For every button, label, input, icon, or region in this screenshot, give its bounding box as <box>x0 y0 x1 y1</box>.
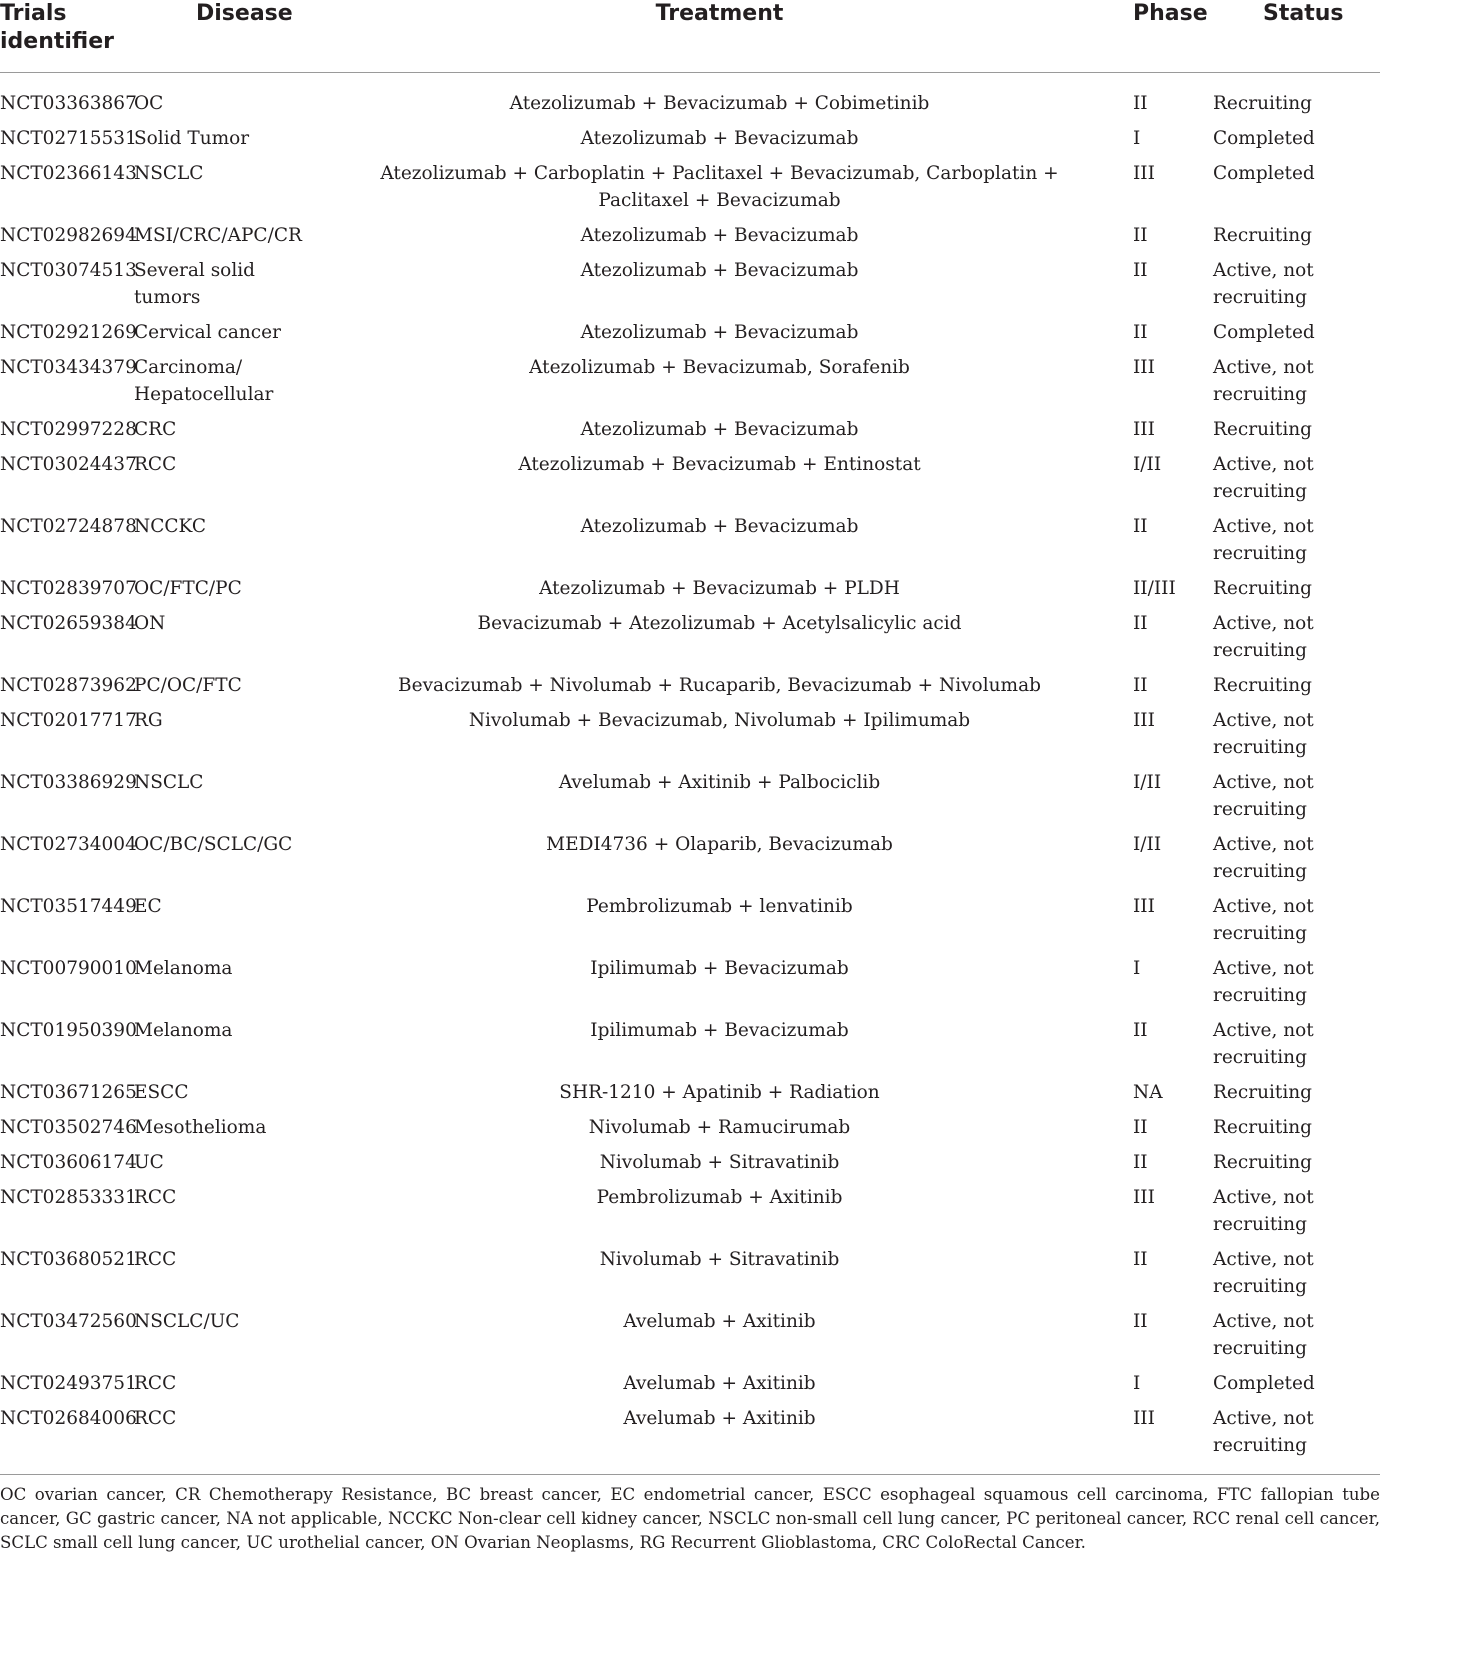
phase-cell: II <box>1133 1311 1148 1332</box>
phase-cell: II <box>1133 260 1148 281</box>
disease-cell: OC/BC/SCLC/GC <box>134 834 293 855</box>
table-row <box>0 253 1380 315</box>
treatment-cell: Atezolizumab + Bevacizumab <box>580 128 859 149</box>
status-cell: Active, not recruiting <box>1213 1408 1314 1456</box>
phase-cell: I <box>1133 128 1141 149</box>
treatment-cell: Atezolizumab + Bevacizumab, Sorafenib <box>529 357 910 378</box>
disease-cell: RCC <box>134 1187 177 1208</box>
disease-cell: Mesothelioma <box>134 1117 267 1138</box>
status-cell: Active, not recruiting <box>1213 1020 1314 1068</box>
status-cell: Completed <box>1213 1373 1315 1394</box>
treatment-cell: Nivolumab + Ramucirumab <box>588 1117 851 1138</box>
treatment-cell: Avelumab + Axitinib <box>623 1373 816 1394</box>
header-trials-identifier: Trials identifier <box>0 0 134 73</box>
status-cell: Active, not recruiting <box>1213 1187 1314 1235</box>
status-cell: Completed <box>1213 163 1315 184</box>
disease-cell: RCC <box>134 454 177 475</box>
treatment-cell: Atezolizumab + Bevacizumab <box>580 225 859 246</box>
trial-identifier-cell: NCT02921269 <box>0 322 137 343</box>
table-header <box>0 0 1380 73</box>
table-row <box>0 509 1380 571</box>
treatment-cell: Atezolizumab + Bevacizumab + Cobimetinib <box>509 93 930 114</box>
disease-cell: MSI/CRC/APC/CR <box>134 225 302 246</box>
phase-cell: II <box>1133 93 1148 114</box>
phase-cell: II <box>1133 322 1148 343</box>
phase-cell: III <box>1133 1187 1155 1208</box>
trial-identifier-cell: NCT02715531 <box>0 128 137 149</box>
treatment-cell: Avelumab + Axitinib + Palbociclib <box>558 772 881 793</box>
table-row <box>0 315 1380 350</box>
treatment-cell: Avelumab + Axitinib <box>623 1408 816 1429</box>
trial-identifier-cell: NCT02734004 <box>0 834 137 855</box>
treatment-cell: Pembrolizumab + lenvatinib <box>586 896 853 917</box>
trial-identifier-cell: NCT03680521 <box>0 1249 137 1270</box>
status-cell: Active, not recruiting <box>1213 357 1314 405</box>
disease-cell: OC/FTC/PC <box>134 578 242 599</box>
status-cell: Recruiting <box>1213 1082 1313 1103</box>
treatment-cell: Atezolizumab + Bevacizumab + Entinostat <box>518 454 921 475</box>
trial-identifier-cell: NCT03502746 <box>0 1117 137 1138</box>
status-cell: Active, not recruiting <box>1213 516 1314 564</box>
disease-cell: NCCKC <box>134 516 206 537</box>
table-row <box>0 447 1380 509</box>
treatment-cell: Bevacizumab + Atezolizumab + Acetylsalicylic acid <box>477 613 962 634</box>
phase-cell: II <box>1133 1117 1148 1138</box>
status-cell: Active, not recruiting <box>1213 260 1314 308</box>
status-cell: Recruiting <box>1213 675 1313 696</box>
status-cell: Active, not recruiting <box>1213 958 1314 1006</box>
header-row <box>0 0 1380 73</box>
trial-identifier-cell: NCT03386929 <box>0 772 137 793</box>
trial-identifier-cell: NCT03472560 <box>0 1311 137 1332</box>
disease-cell: NSCLC <box>134 772 204 793</box>
trial-identifier-cell: NCT03363867 <box>0 93 137 114</box>
table-row <box>0 668 1380 703</box>
treatment-cell: Atezolizumab + Bevacizumab <box>580 260 859 281</box>
table-row <box>0 1145 1380 1180</box>
treatment-cell: Atezolizumab + Bevacizumab <box>580 419 859 440</box>
disease-cell: Several solid tumors <box>134 260 255 308</box>
disease-cell: Cervical cancer <box>134 322 281 343</box>
status-cell: Completed <box>1213 322 1315 343</box>
status-cell: Active, not recruiting <box>1213 834 1314 882</box>
trial-identifier-cell: NCT02659384 <box>0 613 137 634</box>
status-cell: Active, not recruiting <box>1213 772 1314 820</box>
table-row <box>0 73 1380 122</box>
table-row <box>0 827 1380 889</box>
table-row <box>0 1304 1380 1366</box>
phase-cell: III <box>1133 896 1155 917</box>
table-row <box>0 571 1380 606</box>
trial-identifier-cell: NCT02017717 <box>0 710 137 731</box>
table-row <box>0 218 1380 253</box>
trial-identifier-cell: NCT02493751 <box>0 1373 137 1394</box>
treatment-cell: Pembrolizumab + Axitinib <box>596 1187 843 1208</box>
disease-cell: OC <box>134 93 164 114</box>
disease-cell: RCC <box>134 1373 177 1394</box>
table-row <box>0 121 1380 156</box>
table-row <box>0 951 1380 1013</box>
treatment-cell: MEDI4736 + Olaparib, Bevacizumab <box>546 834 893 855</box>
disease-cell: UC <box>134 1152 164 1173</box>
phase-cell: III <box>1133 357 1155 378</box>
disease-cell: NSCLC <box>134 163 204 184</box>
trial-identifier-cell: NCT03671265 <box>0 1082 137 1103</box>
table-row <box>0 412 1380 447</box>
treatment-cell: Atezolizumab + Bevacizumab + PLDH <box>539 578 900 599</box>
disease-cell: CRC <box>134 419 177 440</box>
header-phase: Phase <box>1133 0 1213 73</box>
phase-cell: III <box>1133 1408 1155 1429</box>
treatment-cell: Nivolumab + Bevacizumab, Nivolumab + Ipilimumab <box>468 710 971 731</box>
table-row <box>0 1242 1380 1304</box>
header-status: Status <box>1213 0 1380 73</box>
treatment-cell: Bevacizumab + Nivolumab + Rucaparib, Bevacizumab + Nivolumab <box>398 675 1041 696</box>
table-row <box>0 1013 1380 1075</box>
phase-cell: I <box>1133 958 1141 979</box>
status-cell: Active, not recruiting <box>1213 613 1314 661</box>
status-cell: Active, not recruiting <box>1213 454 1314 502</box>
trial-identifier-cell: NCT02684006 <box>0 1408 137 1429</box>
status-cell: Active, not recruiting <box>1213 896 1314 944</box>
trial-identifier-cell: NCT02982694 <box>0 225 137 246</box>
table-row <box>0 350 1380 412</box>
table-row <box>0 606 1380 668</box>
table-row <box>0 1110 1380 1145</box>
treatment-cell: Ipilimumab + Bevacizumab <box>590 958 849 979</box>
treatment-cell: SHR-1210 + Apatinib + Radiation <box>559 1082 880 1103</box>
phase-cell: III <box>1133 710 1155 731</box>
trial-identifier-cell: NCT03024437 <box>0 454 137 475</box>
treatment-cell: Atezolizumab + Carboplatin + Paclitaxel + Bevacizumab, Carboplatin + Paclitaxel + Bevacizumab <box>380 163 1059 211</box>
phase-cell: II/III <box>1133 578 1176 599</box>
trial-identifier-cell: NCT02839707 <box>0 578 137 599</box>
disease-cell: ON <box>134 613 166 634</box>
treatment-cell: Atezolizumab + Bevacizumab <box>580 516 859 537</box>
table-row <box>0 889 1380 951</box>
treatment-cell: Atezolizumab + Bevacizumab <box>580 322 859 343</box>
disease-cell: RCC <box>134 1249 177 1270</box>
phase-cell: NA <box>1133 1082 1163 1103</box>
status-cell: Recruiting <box>1213 419 1313 440</box>
phase-cell: II <box>1133 516 1148 537</box>
disease-cell: EC <box>134 896 162 917</box>
phase-cell: I <box>1133 1373 1141 1394</box>
table-footnote: OC ovarian cancer, CR Chemotherapy Resistance, BC breast cancer, EC endometrial cancer, ESCC esophageal squamous cell carcinoma, FTC fallopian tube cancer, GC gastric cancer, NA not applicable, NCCKC Non-clear cell kidney cancer, NSCLC non-small cell lung cancer, PC peritoneal cancer, RCC renal cell cancer, SCLC small cell lung cancer, UC urothelial cancer, ON Ovarian Neoplasms, RG Recurrent Glioblastoma, CRC ColoRectal Cancer. <box>0 1474 1380 1555</box>
trial-identifier-cell: NCT02724878 <box>0 516 137 537</box>
disease-cell: Melanoma <box>134 958 233 979</box>
trial-identifier-cell: NCT03517449 <box>0 896 137 917</box>
trial-identifier-cell: NCT03074513 <box>0 260 137 281</box>
disease-cell: RG <box>134 710 163 731</box>
disease-cell: Melanoma <box>134 1020 233 1041</box>
status-cell: Recruiting <box>1213 1152 1313 1173</box>
status-cell: Recruiting <box>1213 1117 1313 1138</box>
status-cell: Recruiting <box>1213 93 1313 114</box>
table-row <box>0 1075 1380 1110</box>
phase-cell: II <box>1133 613 1148 634</box>
disease-cell: ESCC <box>134 1082 189 1103</box>
treatment-cell: Avelumab + Axitinib <box>623 1311 816 1332</box>
disease-cell: PC/OC/FTC <box>134 675 242 696</box>
status-cell: Active, not recruiting <box>1213 710 1314 758</box>
table-body <box>0 73 1380 1475</box>
phase-cell: III <box>1133 163 1155 184</box>
table-row <box>0 1401 1380 1474</box>
table-row <box>0 703 1380 765</box>
trial-identifier-cell: NCT02997228 <box>0 419 137 440</box>
status-cell: Active, not recruiting <box>1213 1311 1314 1359</box>
disease-cell: RCC <box>134 1408 177 1429</box>
disease-cell: Solid Tumor <box>134 128 250 149</box>
status-cell: Active, not recruiting <box>1213 1249 1314 1297</box>
table-row <box>0 156 1380 218</box>
phase-cell: I/II <box>1133 834 1162 855</box>
treatment-cell: Nivolumab + Sitravatinib <box>599 1249 840 1270</box>
trial-identifier-cell: NCT03606174 <box>0 1152 137 1173</box>
phase-cell: III <box>1133 419 1155 440</box>
status-cell: Completed <box>1213 128 1315 149</box>
phase-cell: II <box>1133 1020 1148 1041</box>
disease-cell: Carcinoma/ Hepatocellular <box>134 357 274 405</box>
trial-identifier-cell: NCT03434379 <box>0 357 137 378</box>
phase-cell: II <box>1133 1152 1148 1173</box>
table-row <box>0 1180 1380 1242</box>
phase-cell: II <box>1133 225 1148 246</box>
status-cell: Recruiting <box>1213 578 1313 599</box>
trial-identifier-cell: NCT02873962 <box>0 675 137 696</box>
treatment-cell: Nivolumab + Sitravatinib <box>599 1152 840 1173</box>
trial-identifier-cell: NCT01950390 <box>0 1020 137 1041</box>
status-cell: Recruiting <box>1213 225 1313 246</box>
table-row <box>0 765 1380 827</box>
trial-identifier-cell: NCT02366143 <box>0 163 137 184</box>
treatment-cell: Ipilimumab + Bevacizumab <box>590 1020 849 1041</box>
phase-cell: I/II <box>1133 772 1162 793</box>
trial-identifier-cell: NCT02853331 <box>0 1187 137 1208</box>
trial-identifier-cell: NCT00790010 <box>0 958 137 979</box>
table-row <box>0 1366 1380 1401</box>
header-disease: Disease <box>134 0 306 73</box>
phase-cell: I/II <box>1133 454 1162 475</box>
disease-cell: NSCLC/UC <box>134 1311 240 1332</box>
phase-cell: II <box>1133 675 1148 696</box>
header-treatment: Treatment <box>306 0 1133 73</box>
phase-cell: II <box>1133 1249 1148 1270</box>
